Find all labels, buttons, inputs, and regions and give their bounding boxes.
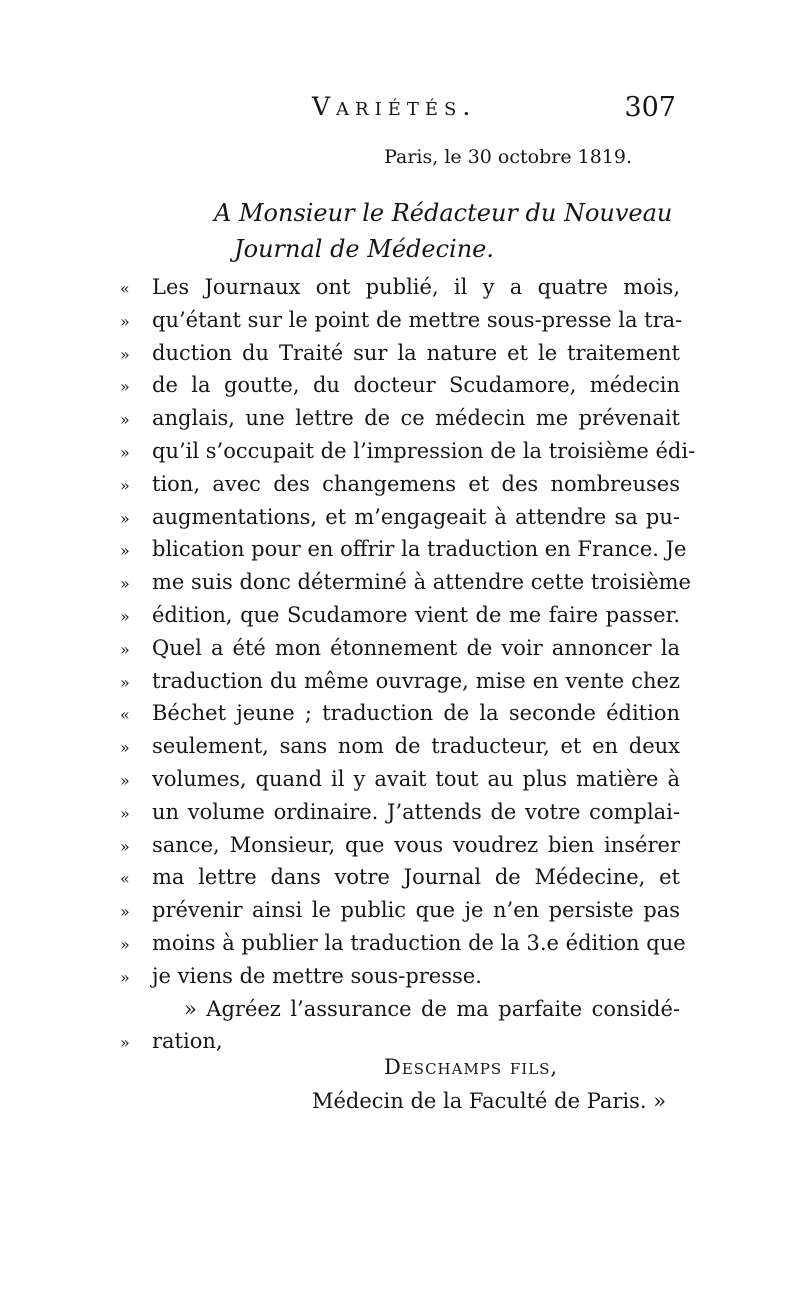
line-text: ma lettre dans votre Journal de Médecine, et xyxy=(152,865,680,890)
quote-mark: » xyxy=(120,344,130,364)
quote-mark: » xyxy=(120,475,130,495)
quote-mark: » xyxy=(120,639,130,659)
quote-mark: » xyxy=(120,770,130,790)
line-text: ration, xyxy=(152,1029,223,1054)
letter-line xyxy=(120,505,680,538)
line-text: je viens de mettre sous-presse. xyxy=(152,963,482,988)
addressee-line-1: A Monsieur le Rédacteur du Nouveau xyxy=(214,199,673,227)
line-text: Béchet jeune ; traduction de la seconde édition xyxy=(152,701,680,726)
line-text: augmentations, et m’engageait à attendre sa pu- xyxy=(152,504,680,529)
line-text: de la goutte, du docteur Scudamore, médecin xyxy=(152,373,680,398)
letter-line xyxy=(120,472,680,505)
page-number: 307 xyxy=(624,92,676,123)
quote-mark: » xyxy=(120,836,130,856)
line-text: Quel a été mon étonnement de voir annoncer la xyxy=(152,635,680,660)
line-text: Les Journaux ont publié, il y a quatre mois, xyxy=(152,275,680,299)
addressee-heading xyxy=(214,195,684,267)
quote-mark: » xyxy=(120,606,130,626)
letter-line xyxy=(120,701,680,734)
quote-mark: » xyxy=(120,967,130,987)
letter-line xyxy=(120,373,680,406)
letter-line xyxy=(120,603,680,636)
signature-name: Deschamps fils, xyxy=(384,1055,559,1079)
quote-mark: « xyxy=(120,705,130,725)
letter-line xyxy=(120,833,680,866)
letter-line xyxy=(120,669,680,702)
quote-mark: » xyxy=(120,672,130,692)
letter-line xyxy=(120,767,680,800)
line-text: sance, Monsieur, que vous voudrez bien insérer xyxy=(152,832,680,857)
quote-mark: « xyxy=(120,279,130,298)
addressee-line-2: Journal de Médecine. xyxy=(234,235,495,263)
quote-mark: » xyxy=(120,508,130,528)
quote-mark: » xyxy=(120,934,130,954)
letter-line xyxy=(120,438,696,472)
running-head xyxy=(0,92,800,132)
quote-mark: » xyxy=(120,803,130,823)
letter-line xyxy=(120,537,687,570)
letter-line xyxy=(120,865,680,898)
quote-mark: » xyxy=(120,541,130,561)
line-text: qu’il s’occupait de l’impression de la troisième édi- xyxy=(152,438,696,463)
line-text: prévenir ainsi le public que je n’en persiste pas xyxy=(152,898,680,923)
letter-line xyxy=(120,275,680,308)
quote-mark: » xyxy=(120,738,130,758)
letter-line xyxy=(120,307,683,341)
quote-mark: » xyxy=(120,377,130,397)
quote-mark: » xyxy=(120,1033,130,1053)
letter-line xyxy=(120,964,680,997)
letter-line xyxy=(120,406,680,439)
line-text: volumes, quand il y avait tout au plus matière à xyxy=(152,766,680,791)
quote-mark: » xyxy=(120,311,130,331)
line-text: qu’étant sur le point de mettre sous-presse la tra- xyxy=(152,307,683,332)
line-text: me suis donc déterminé à attendre cette troisième xyxy=(152,570,691,595)
quote-mark: » xyxy=(120,902,130,922)
letter-line xyxy=(120,636,680,669)
letter-line xyxy=(120,570,691,603)
quote-mark: » xyxy=(120,442,130,462)
line-text: seulement, sans nom de traducteur, et en deux xyxy=(152,734,680,759)
line-text: tion, avec des changemens et des nombreuses xyxy=(152,471,680,496)
dateline: Paris, le 30 octobre 1819. xyxy=(384,146,632,168)
quote-mark: « xyxy=(120,869,130,889)
letter-line xyxy=(120,734,680,767)
line-text: anglais, une lettre de ce médecin me prévenait xyxy=(152,406,680,431)
section-title: Variétés. xyxy=(312,92,477,121)
letter-line xyxy=(120,341,680,374)
line-text: moins à publier la traduction de la 3.e édition que xyxy=(152,930,686,955)
letter-line xyxy=(120,930,686,964)
letter-line xyxy=(120,898,680,931)
letter-line xyxy=(120,800,680,833)
letter-body xyxy=(120,275,696,1062)
line-text: » Agréez l’assurance de ma parfaite considé- xyxy=(184,996,680,1021)
signature-title: Médecin de la Faculté de Paris. » xyxy=(312,1089,667,1113)
quote-mark: » xyxy=(120,410,130,430)
line-text: édition, que Scudamore vient de me faire passer. xyxy=(152,602,680,627)
quote-mark: » xyxy=(120,574,130,594)
line-text: duction du Traité sur la nature et le traitement xyxy=(152,340,680,365)
line-text: blication pour en offrir la traduction en France. Je xyxy=(152,537,687,562)
line-text: traduction du même ouvrage, mise en vente chez xyxy=(152,668,680,693)
line-text: un volume ordinaire. J’attends de votre complai- xyxy=(152,799,680,824)
letter-line xyxy=(120,997,680,1030)
